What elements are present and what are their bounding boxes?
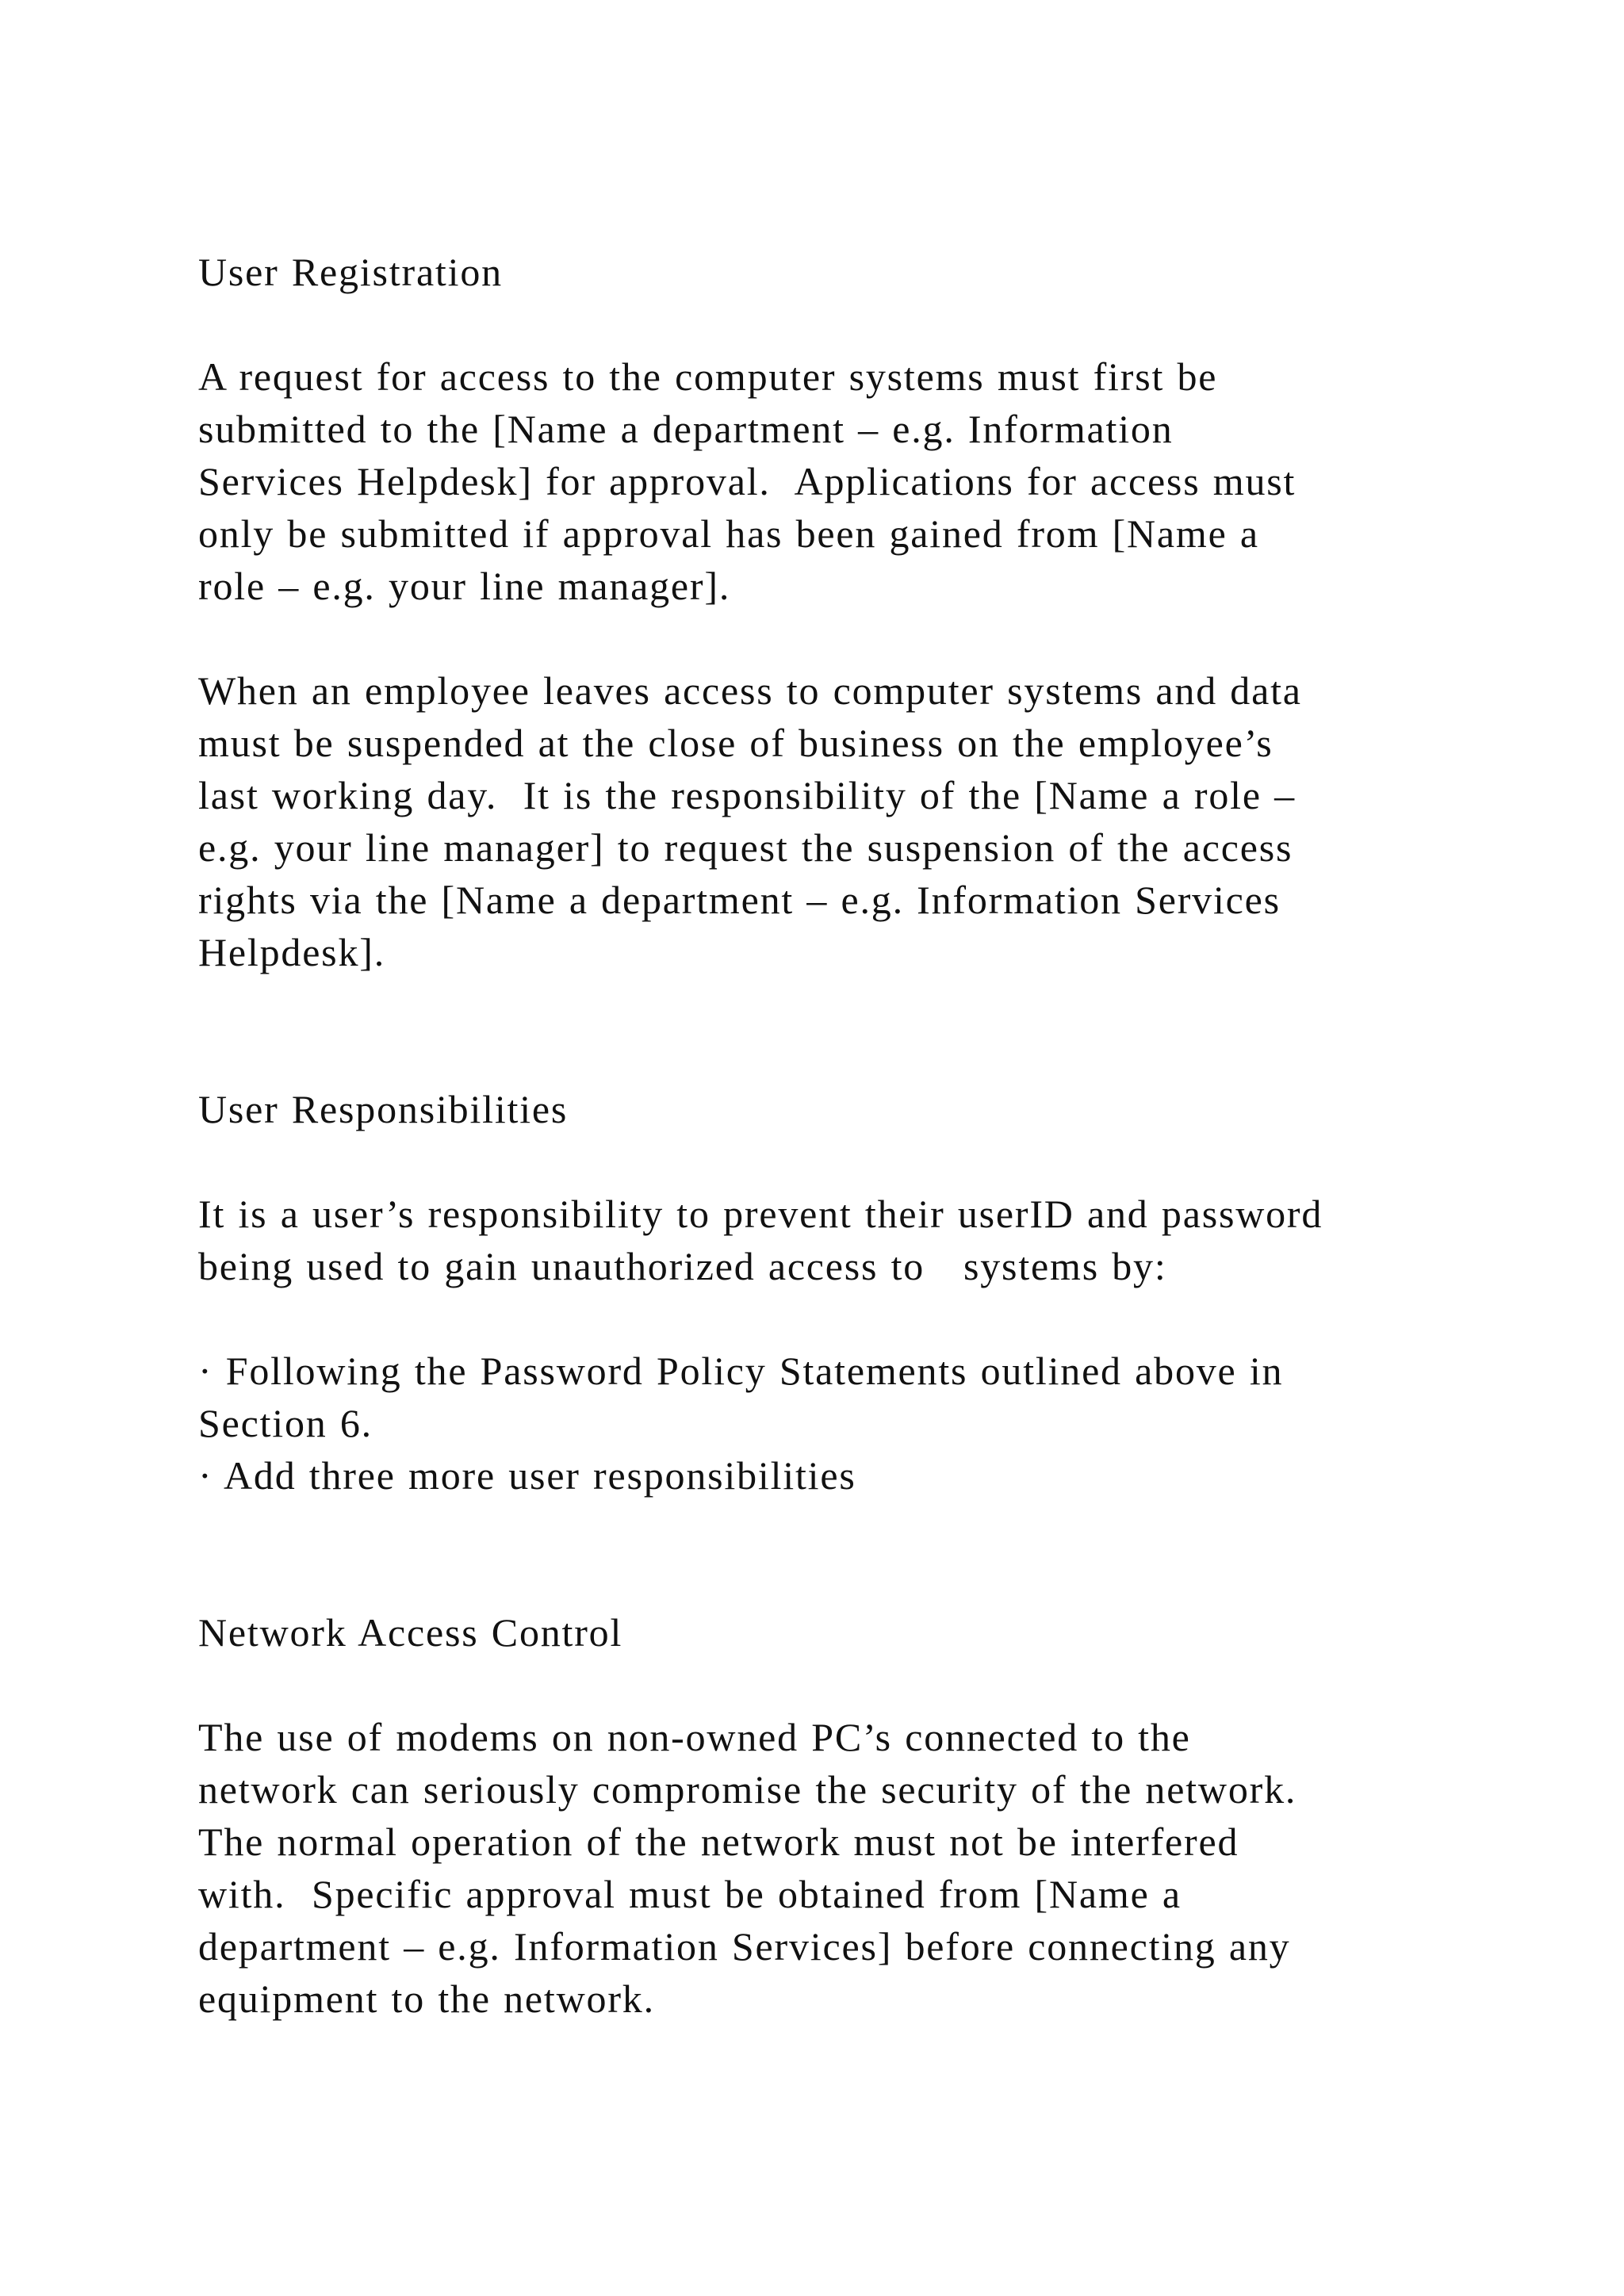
paragraph-line: e.g. your line manager] to request the suspension of the access <box>198 825 1293 870</box>
list-item: · Add three more user responsibilities <box>198 1453 856 1498</box>
paragraph-line: department – e.g. Information Services] before connecting any <box>198 1924 1291 1969</box>
paragraph-line: Helpdesk]. <box>198 930 385 974</box>
paragraph-employee-leaves <box>198 664 1546 978</box>
paragraph-line: The normal operation of the network must not be interfered <box>198 1820 1239 1864</box>
list-item-continuation: Section 6. <box>198 1401 373 1445</box>
paragraph-line: last working day. It is the responsibility of the [Name a role – <box>198 773 1296 817</box>
paragraph-line: network can seriously compromise the security of the network. <box>198 1767 1297 1812</box>
list-item: · Following the Password Policy Statements outlined above in <box>198 1349 1284 1393</box>
paragraph-line: being used to gain unauthorized access to systems by: <box>198 1244 1167 1288</box>
paragraph-line: Services Helpdesk] for approval. Applications for access must <box>198 459 1297 503</box>
paragraph-line: When an employee leaves access to computer systems and data <box>198 668 1302 713</box>
paragraph-line: role – e.g. your line manager]. <box>198 564 731 608</box>
section-heading-user-responsibilities: User Responsibilities <box>198 1087 569 1131</box>
paragraph-access-request <box>198 350 1546 612</box>
paragraph-line: The use of modems on non-owned PC’s connected to the <box>198 1715 1191 1759</box>
paragraph-line: only be submitted if approval has been gained from [Name a <box>198 511 1259 556</box>
paragraph-line: A request for access to the computer systems must first be <box>198 354 1218 399</box>
document-body <box>198 246 1546 2025</box>
paragraph-line: It is a user’s responsibility to prevent their userID and password <box>198 1192 1323 1236</box>
paragraph-line: must be suspended at the close of business on the employee’s <box>198 721 1274 765</box>
paragraph-line: with. Specific approval must be obtained from [Name a <box>198 1872 1182 1916</box>
paragraph-modems <box>198 1711 1546 2025</box>
paragraph-line: submitted to the [Name a department – e.g. Information <box>198 407 1174 451</box>
paragraph-user-responsibility <box>198 1188 1546 1292</box>
section-heading-user-registration: User Registration <box>198 250 503 294</box>
bullet-list <box>198 1345 1546 1502</box>
section-heading-network-access-control: Network Access Control <box>198 1610 623 1655</box>
paragraph-line: rights via the [Name a department – e.g. Information Services <box>198 878 1281 922</box>
paragraph-line: equipment to the network. <box>198 1976 655 2021</box>
